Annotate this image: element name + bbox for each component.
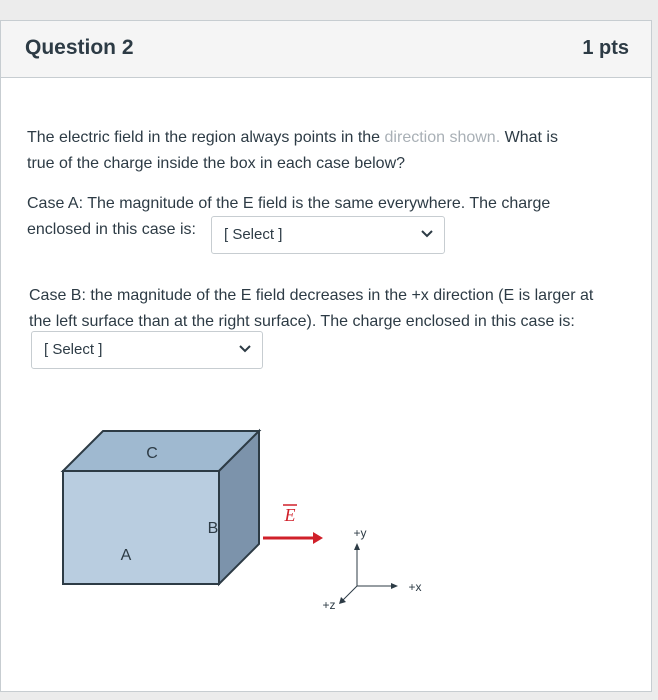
question-prompt (27, 125, 627, 177)
chevron-down-icon (238, 344, 252, 354)
axis-z-label: +z (322, 598, 336, 612)
case-b-select-value: [ Select ] (44, 341, 103, 358)
case-b-select[interactable] (31, 331, 263, 369)
field-arrow-head (313, 532, 323, 544)
case-b-line1: Case B: the magnitude of the E field decreases in the +x direction (E is larger at (29, 287, 594, 304)
case-a-line2: enclosed in this case is: (27, 221, 196, 238)
cube-front-face (63, 471, 219, 584)
prompt-text-start: The electric field in the region always points in the (27, 129, 385, 146)
question-card (0, 20, 652, 692)
axis-x-label: +x (408, 580, 422, 594)
question-title: Question 2 (25, 36, 134, 59)
field-label-e: E (284, 505, 296, 525)
face-label-a: A (120, 547, 132, 564)
prompt-text-faded: direction shown. (384, 129, 501, 146)
face-label-c: C (146, 445, 158, 462)
axis-y-head (354, 543, 360, 550)
case-a-select[interactable] (211, 216, 445, 254)
case-a-line1: Case A: The magnitude of the E field is the same everywhere. The charge (27, 195, 551, 212)
axis-x-head (391, 583, 398, 589)
axis-y-label: +y (353, 526, 367, 540)
prompt-text-end: What is (500, 129, 558, 146)
chevron-down-icon (420, 229, 434, 239)
prompt-text-line2: true of the charge inside the box in each case below? (27, 155, 406, 172)
case-a-select-value: [ Select ] (224, 226, 283, 243)
axis-z (343, 586, 357, 600)
question-points: 1 pts (582, 37, 629, 59)
face-label-b: B (207, 520, 219, 537)
question-header (1, 21, 651, 78)
case-b-line2: the left surface than at the right surface). The charge enclosed in this case is: (29, 313, 575, 330)
case-b-text (29, 283, 629, 335)
cube-field-diagram (41, 426, 461, 626)
